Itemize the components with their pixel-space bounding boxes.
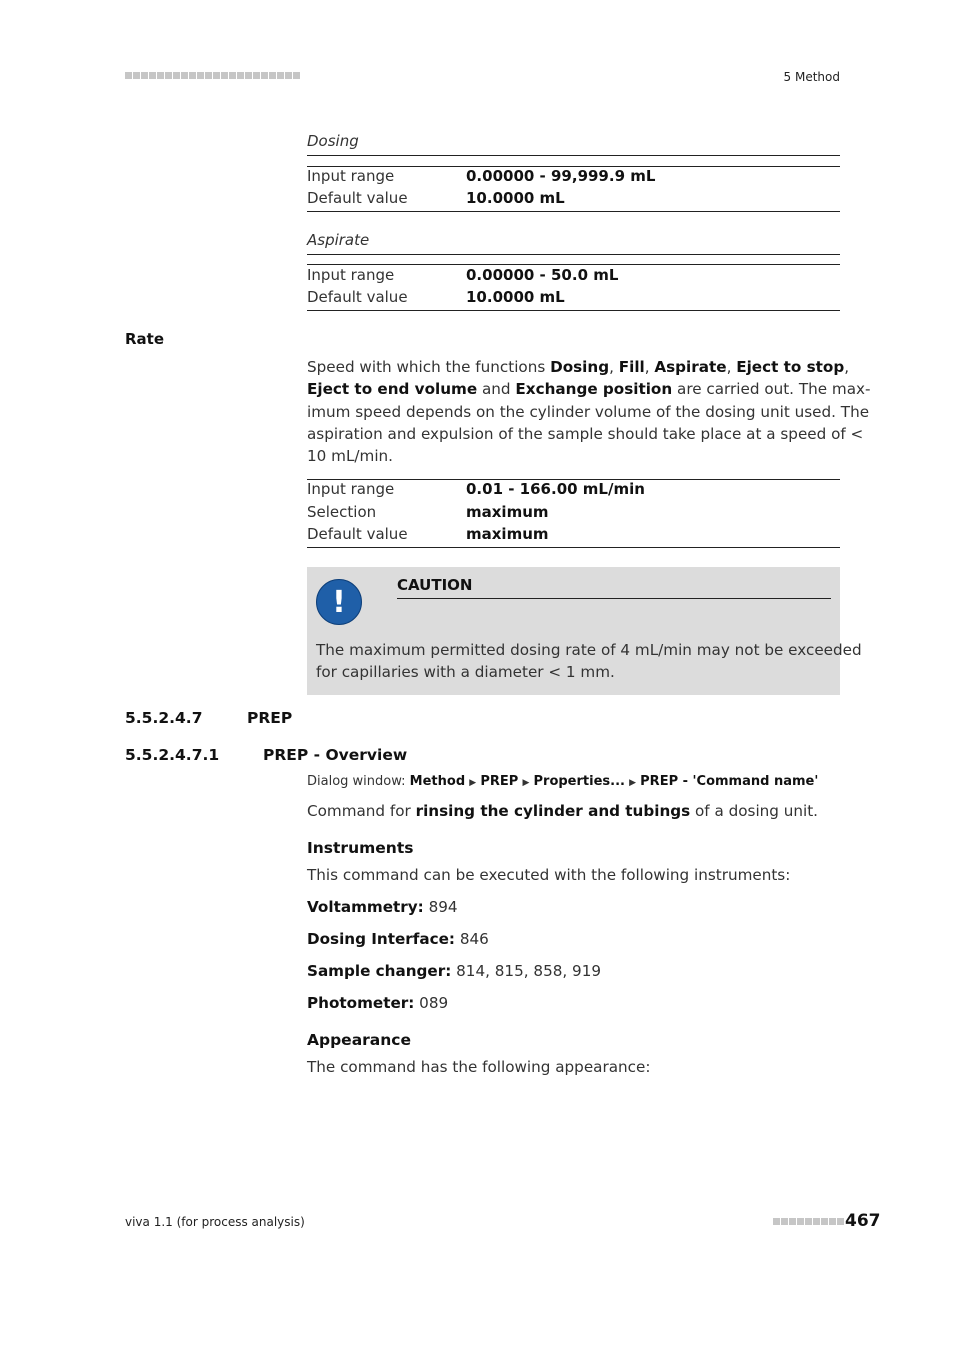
divider [397,598,831,599]
page-number: 467 [845,1211,881,1231]
appearance-heading: Appearance [307,1031,411,1049]
instruments-intro: This command can be executed with the following instruments: [307,866,791,884]
subsection-title: PREP - Overview [263,746,408,764]
divider [307,310,840,311]
arrow-right-icon: ▶ [629,778,637,788]
section-number: 5.5.2.4.7 [125,709,203,727]
caution-text: The maximum permitted dosing rate of 4 mL/min may not be exceeded for capillaries with a diameter < 1 mm. [316,641,862,682]
instrument-item: Sample changer: 814, 815, 858, 919 [307,962,602,980]
footer-decoration [773,1218,844,1225]
instruments-heading: Instruments [307,839,414,857]
table-row: Default value 10.0000 mL [307,288,565,306]
rate-title: Rate [125,330,165,348]
caution-box [307,567,862,695]
subsection-number: 5.5.2.4.7.1 [125,746,220,764]
section-title: PREP [247,709,293,727]
table-row: Default value maximum [307,525,549,543]
divider [307,547,840,548]
aspirate-label: Aspirate [307,231,370,249]
instrument-item: Dosing Interface: 846 [307,930,489,948]
divider [307,155,840,156]
table-row: Default value 10.0000 mL [307,189,565,207]
dialog-path: Dialog window: Method ▶ PREP ▶ Properties... ▶ PREP - 'Command name' [307,774,819,789]
divider [307,211,840,212]
caution-title: CAUTION [397,576,473,594]
instrument-item: Photometer: 089 [307,994,449,1012]
instrument-item: Voltammetry: 894 [307,898,458,916]
table-row: Input range 0.01 - 166.00 mL/min [307,480,645,498]
divider [307,264,840,265]
table-row: Selection maximum [307,503,549,521]
table-row: Input range 0.00000 - 50.0 mL [307,266,619,284]
arrow-right-icon: ▶ [469,778,477,788]
appearance-text: The command has the following appearance: [307,1058,651,1076]
divider [307,254,840,255]
arrow-right-icon: ▶ [522,778,530,788]
command-description: Command for rinsing the cylinder and tubings of a dosing unit. [307,802,819,820]
dosing-label: Dosing [307,132,359,150]
exclamation-circle-icon: ! [316,579,362,625]
header-decoration [125,72,300,79]
table-row: Input range 0.00000 - 99,999.9 mL [307,167,656,185]
chapter-title: 5 Method [783,70,840,84]
rate-description: Speed with which the functions Dosing, Fill, Aspirate, Eject to stop, Eject to end volume and Exchange position are carried out. The max- imum speed depends on the cylinder volume of the dosing unit used. The aspiration and expulsion of the sample should take place at a speed of < 10 mL/min. [307,358,871,466]
product-name: viva 1.1 (for process analysis) [125,1215,305,1229]
